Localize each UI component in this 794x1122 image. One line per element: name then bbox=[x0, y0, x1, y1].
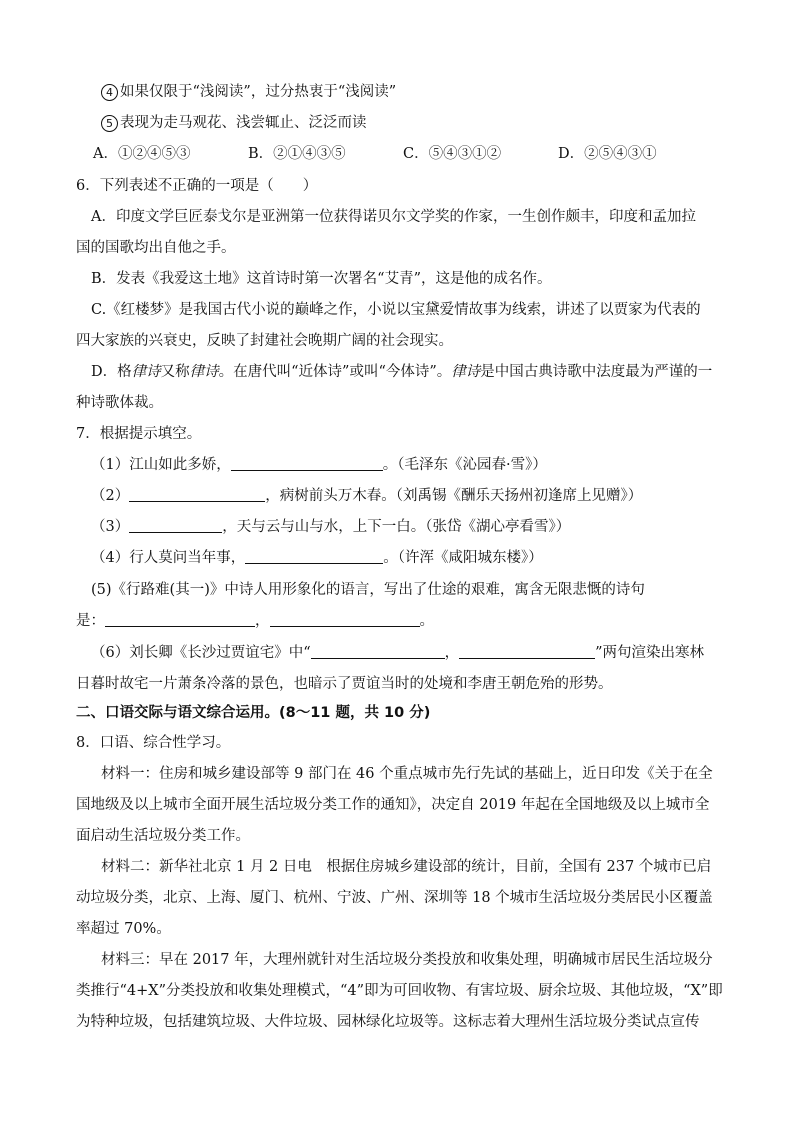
answer-blank[interactable] bbox=[129, 487, 265, 502]
q7-item-6-line1: （6）刘长卿《长沙过贾谊宅》中“ ， ”两句渲染出寒林 bbox=[91, 645, 705, 661]
q7-item-5-line1: (5)《行路难(其一)》中诗人用形象化的语言，写出了仕途的艰难，寓含无限悲慨的诗句 bbox=[91, 582, 645, 598]
q8-material-2-line3: 率超过 70%。 bbox=[76, 921, 171, 937]
q8-material-2-line2: 动垃圾分类，北京、上海、厦门、杭州、宁波、广州、深圳等 18 个城市生活垃圾分类居民小区覆盖 bbox=[76, 890, 713, 906]
circled-number: 5 bbox=[101, 115, 118, 132]
q7-stem: 7．根据提示填空。 bbox=[76, 426, 202, 442]
q6-option-b: B．发表《我爱这土地》这首诗时第一次署名“艾青”，这是他的成名作。 bbox=[91, 271, 552, 287]
q8-material-3-line3: 为特种垃圾，包括建筑垃圾、大件垃圾、园林绿化垃圾等。这标志着大理州生活垃圾分类试点宣传 bbox=[76, 1014, 700, 1030]
q7-item-1: （1）江山如此多娇， 。（毛泽东《沁园春·雪》） bbox=[91, 457, 547, 473]
section-heading: 二、口语交际与语文综合运用。(8～11 题，共 10 分) bbox=[76, 705, 431, 721]
q6-option-d-line2: 种诗歌体裁。 bbox=[76, 395, 163, 411]
q8-material-2-line1: 材料二：新华社北京 1 月 2 日电 根据住房城乡建设部的统计，目前，全国有 237 个城市已启 bbox=[101, 859, 712, 875]
answer-blank[interactable] bbox=[129, 518, 222, 533]
option-d: D．②⑤④③① bbox=[558, 146, 657, 162]
answer-blank[interactable] bbox=[245, 549, 383, 564]
answer-blank[interactable] bbox=[459, 644, 595, 659]
q8-material-1-line2: 国地级及以上城市全面开展生活垃圾分类工作的通知》，决定自 2019 年起在全国地级及以上城市全 bbox=[76, 797, 710, 813]
q8-stem: 8．口语、综合性学习。 bbox=[76, 735, 231, 751]
answer-blank[interactable] bbox=[311, 644, 445, 659]
q6-stem: 6．下列表述不正确的一项是（ ） bbox=[76, 178, 318, 194]
q8-material-1-line1: 材料一：住房和城乡建设部等 9 部门在 46 个重点城市先行先试的基础上，近日印发《关于在全 bbox=[101, 766, 713, 782]
q7-item-4: （4）行人莫问当年事， 。（许浑《咸阳城东楼》） bbox=[91, 550, 543, 566]
q6-option-a-line1: A．印度文学巨匠泰戈尔是亚洲第一位获得诺贝尔文学奖的作家，一生创作颇丰，印度和孟加拉 bbox=[91, 209, 696, 225]
answer-blank[interactable] bbox=[270, 612, 420, 627]
option-b: B．②①④③⑤ bbox=[248, 146, 346, 162]
q6-option-d-line1: D．格律诗又称律诗。在唐代叫“近体诗”或叫“今体诗”。律诗是中国古典诗歌中法度最为严谨的一 bbox=[91, 364, 713, 380]
option-a: A．①②④⑤③ bbox=[93, 146, 191, 162]
q7-item-3: （3） ，天与云与山与水，上下一白。（张岱《湖心亭看雪》） bbox=[91, 519, 571, 535]
q7-item-6-line2: 日暮时故宅一片萧条冷落的景色，也暗示了贾谊当时的处境和李唐王朝危殆的形势。 bbox=[76, 676, 613, 692]
q8-material-3-line2: 类推行“4+X”分类投放和收集处理模式，“4”即为可回收物、有害垃圾、厨余垃圾、其他垃圾，“X”即 bbox=[76, 983, 723, 999]
italic-term: 律诗 bbox=[189, 364, 219, 380]
q5-item-4: 4 如果仅限于“浅阅读”，过分热衷于“浅阅读” bbox=[101, 82, 396, 102]
italic-term: 律诗 bbox=[131, 364, 161, 380]
q6-option-c-line1: C.《红楼梦》是我国古代小说的巅峰之作，小说以宝黛爱情故事为线索，讲述了以贾家为代表的 bbox=[91, 302, 701, 318]
q7-item-5-line2: 是： ， 。 bbox=[76, 613, 434, 629]
answer-blank[interactable] bbox=[231, 456, 383, 471]
answer-blank[interactable] bbox=[105, 612, 255, 627]
q5-options bbox=[93, 144, 657, 164]
italic-term: 律诗 bbox=[451, 364, 481, 380]
q6-option-a-line2: 国的国歌均出自他之手。 bbox=[76, 240, 236, 256]
q8-material-1-line3: 面启动生活垃圾分类工作。 bbox=[76, 828, 250, 844]
q5-item-5: 5 表现为走马观花、浅尝辄止、泛泛而读 bbox=[101, 113, 367, 133]
option-c: C．⑤④③①② bbox=[403, 146, 502, 162]
q6-option-c-line2: 四大家族的兴衰史，反映了封建社会晚期广阔的社会现实。 bbox=[76, 333, 453, 349]
circled-number: 4 bbox=[101, 84, 118, 101]
q8-material-3-line1: 材料三：早在 2017 年，大理州就针对生活垃圾分类投放和收集处理，明确城市居民生活垃圾分 bbox=[101, 952, 713, 968]
q7-item-2: （2） ，病树前头万木春。（刘禹锡《酬乐天扬州初逢席上见赠》） bbox=[91, 488, 643, 504]
